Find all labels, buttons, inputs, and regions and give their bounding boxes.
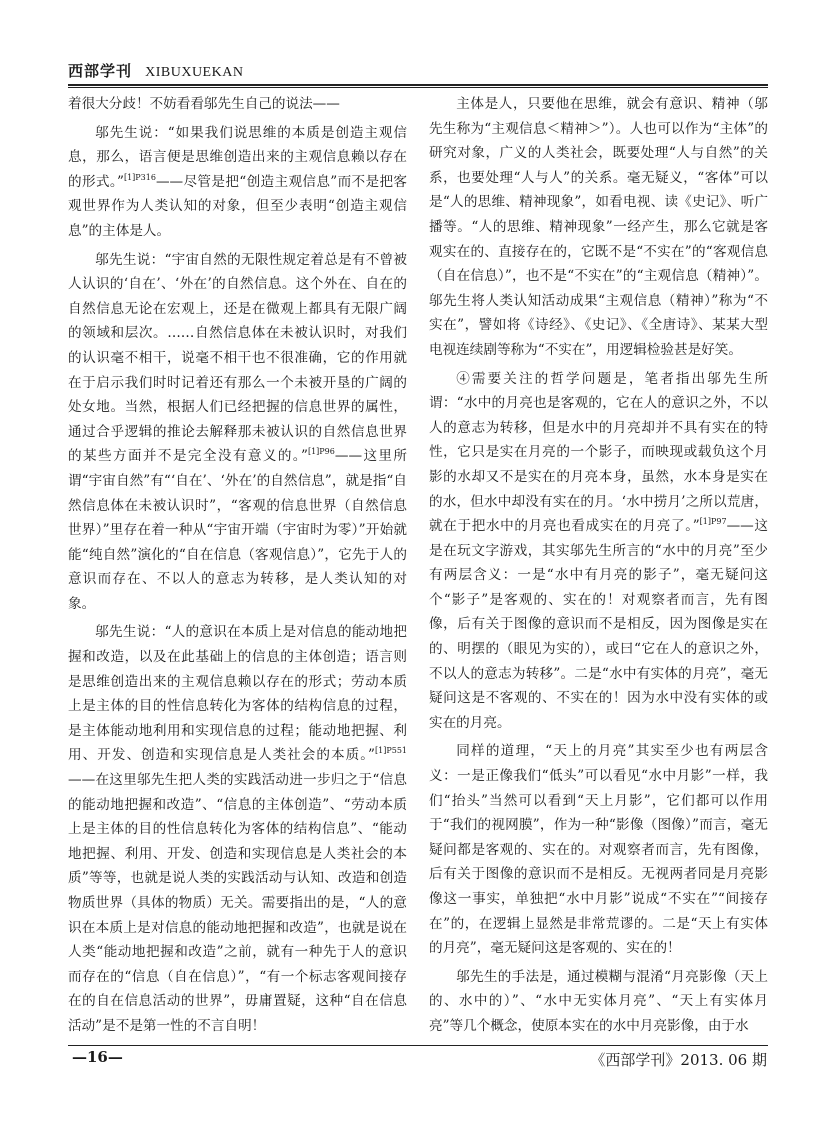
paragraph-text: 邬先生的手法是，通过模糊与混淆“月亮影像（天上的、水中的）”、“水中无实体月亮”、“天上有实体月亮”等几个概念，使原本实在的水中月亮影像，由于水 (429, 968, 768, 1034)
paragraph (429, 92, 768, 363)
journal-name-cn: 西部学刊 (68, 62, 133, 80)
paragraph-text: 邬先生说：“人的意识在本质上是对信息的能动地把握和改造，以及在此基础上的信息的主体创造；语言则是思维创造出来的主观信息赖以存在的形式；劳动本质上是主体的目的性信息转化为客体的结构信息的过程，是主体能动地利用和实现信息的过程；能动地把握、利用、开发、创造和实现信息是人类社会的本质。” (68, 624, 407, 764)
paragraph-text: ④需要关注的哲学问题是，笔者指出邬先生所谓：“水中的月亮也是客观的，它在人的意识之外，不以人的意志为转移，但是水中的月亮却并不具有实在的特性，它只是实在月亮的一个影子，而映现或载负这个月影的水却又不是实在的月亮本身，虽然，水本身是实在的水，但水中却没有实在的月。‘水中捞月’之所以荒唐，就在于把水中的月亮也看成实在的月亮了。” (429, 370, 768, 535)
paragraph-text: ——这里所谓“宇宙自然”有“‘自在’、‘外在’的自然信息”，就是指“自然信息体在未被认识时”，“客观的信息世界（自然信息世界）”里存在着一种从“宇宙开端（宇宙时为零）”开始就能“纯自然”演化的“自在信息（客观信息）”，它先于人的意识而存在、不以人的意志为转移，是人类认知的对象。 (68, 448, 407, 612)
header-rule (68, 84, 768, 86)
paragraph (68, 121, 407, 244)
paragraph (429, 739, 768, 960)
paragraph-text: ——在这里邬先生把人类的实践活动进一步归之于“信息的能动地把握和改造”、“信息的主体创造”、“劳动本质上是主体的目的性信息转化为客体的结构信息”、“能动地把握、利用、开发、创造和实现信息是人类社会的本质”等等，也就是说人类的实践活动与认知、改造和创造物质世界（具体的物质）无关。需要指出的是，“人的意识在本质上是对信息的能动地把握和改造”，也就是说在人类“能动地把握和改造”之前，就有一种先于人的意识而存在的“信息（自在信息）”，“有一个标志客观间接存在的自在信息活动的世界”，毋庸置疑，这种“自在信息活动”是不是第一性的不言自明！ (68, 772, 407, 1034)
paragraph-text: 邬先生说：“宇宙自然的无限性规定着总是有不曾被人认识的‘自在’、‘外在’的自然信息。这个外在、自在的自然信息无论在宏观上，还是在微观上都具有无限广阔的领域和层次。……自然信息体在未被认识时，对我们的认识毫不相干，说毫不相干也不很准确，它的作用就在于启示我们时时记着还有那么一个未被开垦的广阔的处女地。当然，根据人们已经把握的信息世界的属性，通过合乎逻辑的推论去解释那未被认识的自然信息世界的某些方面并不是完全没有意义的。” (68, 251, 407, 465)
paragraph (429, 965, 768, 1039)
citation-ref: [1]P316 (123, 172, 156, 182)
paragraph-text: 邬先生说：“如果我们说思维的本质是创造主观信息，那么，语言便是思维创造出来的主观信息赖以存在的形式。” (68, 124, 407, 190)
page-number: —16— (72, 1048, 123, 1066)
paragraph-text: 同样的道理，“天上的月亮”其实至少也有两层含义：一是正像我们“低头”可以看见“水中月影”一样，我们“抬头”当然可以看到“天上月影”，它们都可以作用于“我们的视网膜”，作为一种“影像（图像）”而言，毫无疑问都是客观的、实在的。对观察者而言，先有图像，后有关于图像的意识而不是相反。无视两者同是月亮影像这一事实，单独把“水中月影”说成“不实在”“间接存在”的，在逻辑上显然是非常荒谬的。二是“天上有实体的月亮”，毫无疑问这是客观的、实在的！ (429, 743, 768, 957)
citation-ref: [1]P551 (375, 746, 407, 756)
footer-rule (68, 1045, 768, 1046)
paragraph (68, 248, 407, 617)
left-text-column (68, 92, 407, 1062)
citation-ref: [1]P96 (307, 447, 335, 457)
paragraph-text: ——尽管是把“创造主观信息”而不是把客观世界作为人类认知的对象，但至少表明“创造主观信息”的主体是人。 (68, 173, 407, 239)
paragraph (68, 92, 407, 117)
header-rule-thin (68, 87, 768, 88)
paragraph (429, 367, 768, 736)
citation-ref: [1]P97 (699, 517, 727, 527)
right-text-column (429, 92, 768, 1062)
paragraph-text: 主体是人，只要他在思维，就会有意识、精神（邬先生称为“主观信息＜精神＞”）。人也可以作为“主体”的研究对象，广义的人类社会，既要处理“人与自然”的关系，也要处理“人与人”的关系。毫无疑义，“客体”可以是“人的思维、精神现象”，如看电视、读《史记》、听广播等。“人的思维、精神现象”一经产生，那么它就是客观实在的、直接存在的，它既不是“不实在”的“客观信息（自在信息）”，也不是“不实在”的“主观信息（精神）”。邬先生将人类认知活动成果“主观信息（精神）”称为“不实在”，譬如将《诗经》、《史记》、《全唐诗》、某某大型电视连续剧等称为“不实在”，用逻辑检验甚是好笑。 (429, 96, 768, 358)
issue-label: 《西部学刊》2013. 06 期 (590, 1051, 767, 1069)
paragraph-text: 着很大分歧！不妨看看邬先生自己的说法—— (68, 96, 340, 112)
paragraph (68, 620, 407, 1038)
journal-name-en: XIBUXUEKAN (145, 65, 244, 80)
paragraph-text: ——这是在玩文字游戏，其实邬先生所言的“水中的月亮”至少有两层含义：一是“水中有月亮的影子”，毫无疑问这个“影子”是客观的、实在的！对观察者而言，先有图像，后有关于图像的意识而不是相反，因为图像是实在的、明摆的（眼见为实的），或曰“它在人的意识之外，不以人的意志为转移”。二是“水中有实体的月亮”，毫无疑问这是不客观的、不实在的！因为水中没有实体的或实在的月亮。 (429, 518, 768, 731)
running-header (68, 60, 768, 84)
